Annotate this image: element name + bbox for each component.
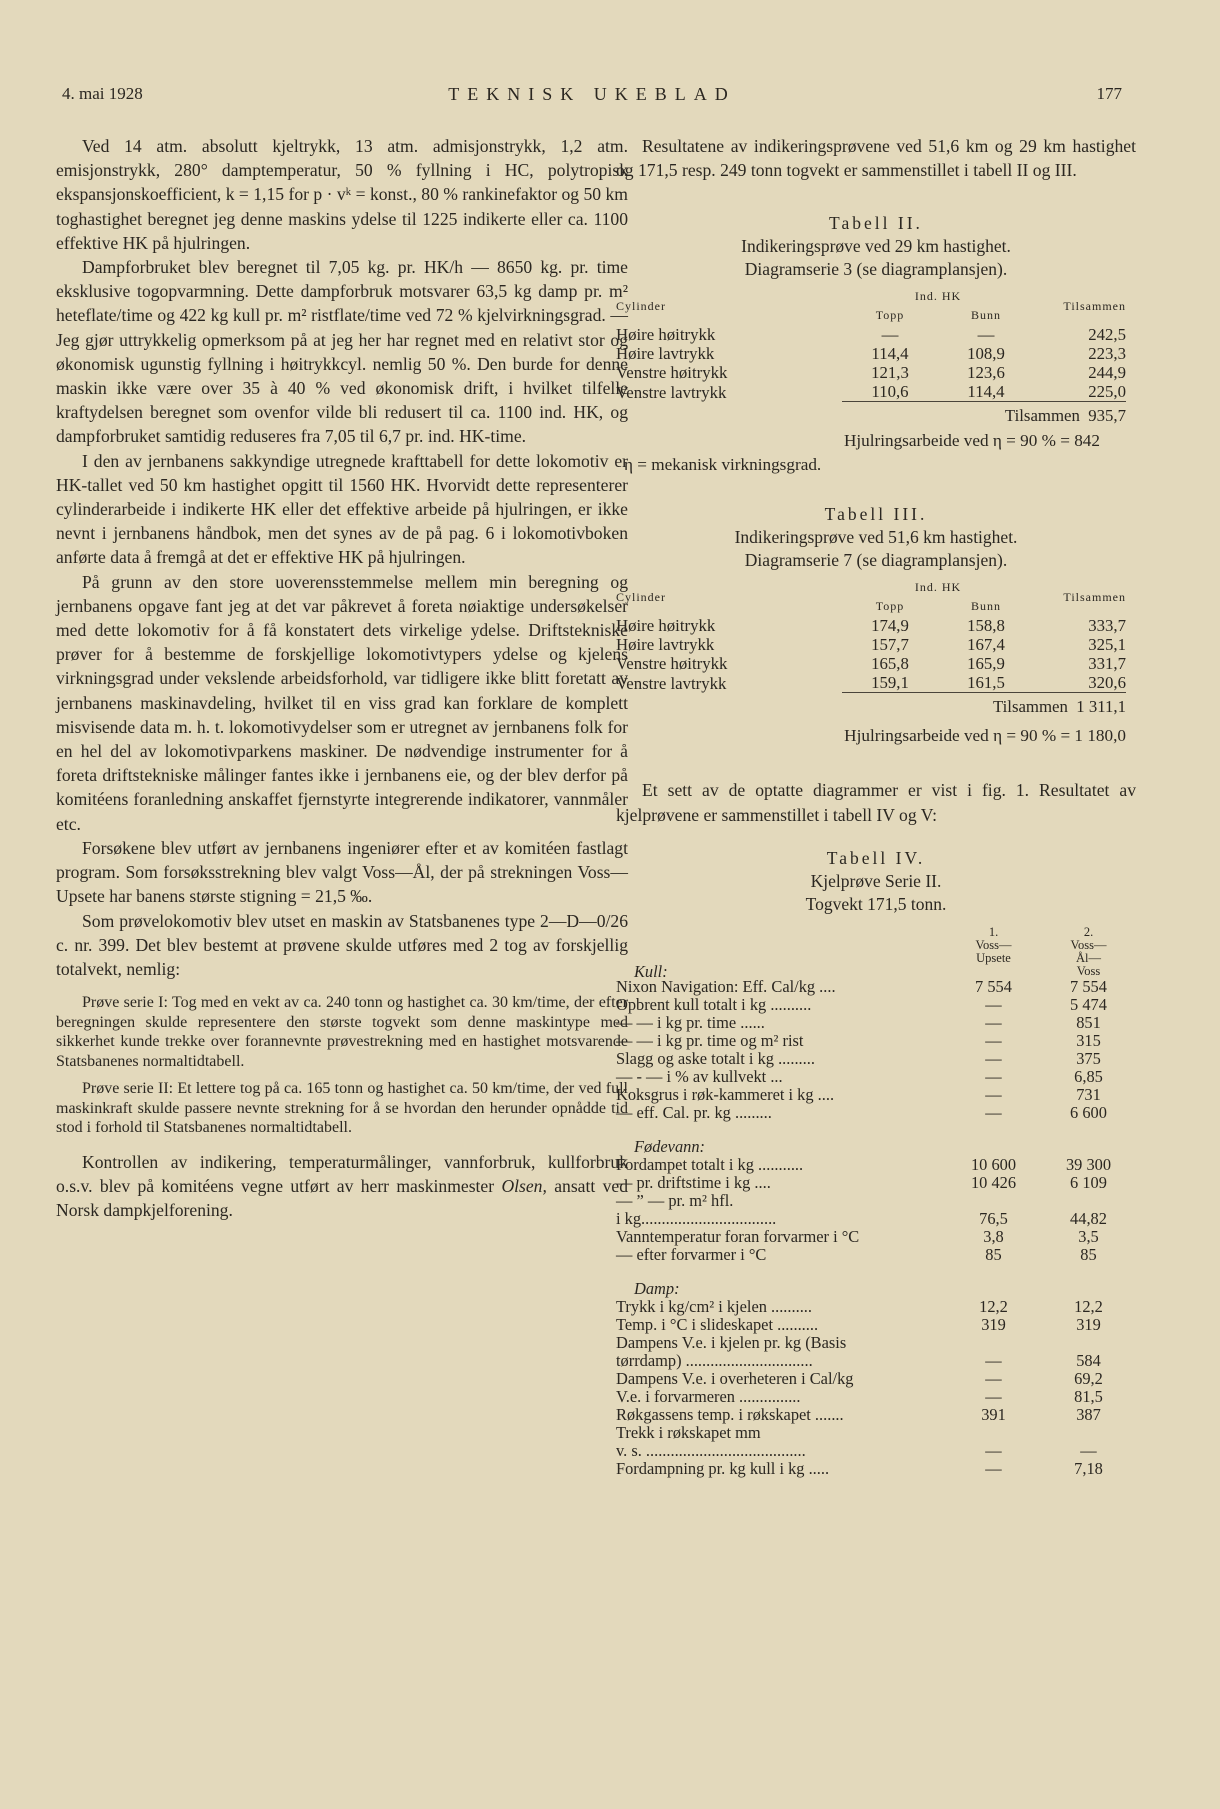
row-value: — bbox=[985, 1440, 1002, 1460]
row-value: 3,8 bbox=[983, 1226, 1004, 1246]
table-row bbox=[616, 1388, 1136, 1406]
row-value: 851 bbox=[1076, 1012, 1101, 1032]
total-value: 1 311,1 bbox=[1076, 697, 1126, 717]
table-row bbox=[616, 1298, 1136, 1316]
table-row: Høire høitrykk — — 242,5 bbox=[616, 325, 1126, 345]
table4-damp-rows bbox=[616, 1298, 1136, 1478]
table-row bbox=[616, 1050, 1136, 1068]
row-label: — — i kg pr. time ...... bbox=[616, 1012, 765, 1032]
row-value: 44,82 bbox=[1070, 1208, 1107, 1228]
table4-fodevann-rows bbox=[616, 1156, 1136, 1264]
col-header: Cylinder bbox=[616, 298, 666, 313]
page-number: 177 bbox=[1096, 84, 1122, 103]
table-row bbox=[616, 1442, 1136, 1460]
row-value: 39 300 bbox=[1065, 1154, 1112, 1174]
row-value: — bbox=[1080, 1440, 1097, 1460]
paragraph: Dampforbruket blev beregnet til 7,05 kg. pr. HK/h — 8650 kg. pr. time eksklusive togopvarmning. Dette dampforbruk motsvarer 63,5 kg damp pr. m² heteflate/time og 422 kg kull pr. m² ristflate/time ved 72 % kjelvirkningsgrad. — Jeg gjør uttrykkelig opmerksom på at jeg her har regnet med en relativt stor og økonomisk ugunstig fyllning i høitrykkcyl. nemlig 50 %. Den burde for denne maskin ikke være over 35 à 40 % ved økonomisk drift, i hvilket tilfelle kraftydelsen beregnet som ovenfor vilde bli redusert til ca. 1100 ind. HK, og dampforbruket samtidig reduseres fra 7,05 til 6,7 pr. ind. HK-time. bbox=[56, 257, 628, 447]
row-value: 85 bbox=[1080, 1244, 1097, 1264]
table-row bbox=[616, 1068, 1136, 1086]
issue-date: 4. mai 1928 bbox=[62, 84, 143, 103]
row-value bbox=[946, 1424, 1041, 1442]
col-header: Cylinder bbox=[616, 589, 666, 604]
table3-hjul: Hjulringsarbeide ved η = 90 % = 1 180,0 bbox=[844, 726, 1126, 746]
row-value: 319 bbox=[981, 1314, 1006, 1334]
section-fodevann: Fødevann: bbox=[634, 1136, 705, 1156]
table-row bbox=[616, 1032, 1136, 1050]
row-value: 319 bbox=[1076, 1314, 1101, 1334]
row-label: — — i kg pr. time og m² rist bbox=[616, 1030, 804, 1050]
publication-title: TEKNISK UKEBLAD bbox=[448, 84, 736, 104]
table-row bbox=[616, 1460, 1136, 1478]
row-label: Temp. i °C i slideskapet .......... bbox=[616, 1314, 819, 1334]
col2-header: Voss— bbox=[1070, 937, 1107, 952]
table-row: Høire lavtrykk 157,7 167,4 325,1 bbox=[616, 635, 1126, 655]
closing-text-b: ansatt ved Norsk dampkjelforening. bbox=[56, 1175, 628, 1221]
row-value: — bbox=[985, 1066, 1002, 1086]
row-value: 81,5 bbox=[1074, 1386, 1103, 1406]
row-label: Opbrent kull totalt i kg .......... bbox=[616, 994, 812, 1014]
person-name: Olsen, bbox=[501, 1175, 547, 1196]
table-row bbox=[616, 1192, 1136, 1210]
total-row bbox=[616, 402, 1126, 426]
table3-subtitle: Diagramserie 7 (se diagramplansjen). bbox=[744, 550, 1008, 571]
row-value: 6 600 bbox=[1070, 1102, 1107, 1122]
table-row bbox=[616, 1156, 1136, 1174]
table3-title: Tabell III. bbox=[824, 504, 928, 525]
table-row bbox=[616, 1014, 1136, 1032]
col2-header: Ål— bbox=[1076, 950, 1101, 965]
row-value bbox=[1041, 1424, 1136, 1442]
col-header: Ind. HK bbox=[914, 289, 962, 304]
page-header bbox=[62, 84, 1122, 114]
row-value bbox=[1041, 1334, 1136, 1352]
col-header: Topp bbox=[875, 599, 905, 614]
table-row: Høire lavtrykk 114,4 108,9 223,3 bbox=[616, 344, 1126, 364]
total-label: Tilsammen bbox=[992, 697, 1068, 717]
table-row bbox=[616, 1316, 1136, 1334]
row-value: 85 bbox=[985, 1244, 1002, 1264]
row-value: 6 109 bbox=[1070, 1172, 1107, 1192]
row-value: — bbox=[985, 1386, 1002, 1406]
row-value: 69,2 bbox=[1074, 1368, 1103, 1388]
table-row bbox=[616, 1228, 1136, 1246]
row-value: 76,5 bbox=[979, 1208, 1008, 1228]
row-value: 7,18 bbox=[1074, 1458, 1103, 1478]
table-row bbox=[616, 978, 1136, 996]
row-value: 731 bbox=[1076, 1084, 1101, 1104]
row-value: 10 426 bbox=[970, 1172, 1017, 1192]
test-series-1: Prøve serie I: Tog med en vekt av ca. 240 tonn og hastighet ca. 30 km/time, der efter beregningen skulde representere den største togvekt som denne maskintype med sikkerhet kunde trekke over forannevnte prøvestrekning med en hastighet motsvarende Statsbanenes normaltidtabell. bbox=[56, 994, 628, 1070]
row-value: — bbox=[985, 1084, 1002, 1104]
row-value: 375 bbox=[1076, 1048, 1101, 1068]
intro-paragraph: Resultatene av indikeringsprøvene ved 51,6 km og 29 km hastighet og 171,5 resp. 249 tonn togvekt er sammenstillet i tabell II og III. bbox=[616, 136, 1136, 181]
row-label: tørrdamp) ............................... bbox=[616, 1350, 813, 1370]
row-label: — ” — pr. m² hfl. bbox=[616, 1190, 734, 1210]
row-value: — bbox=[985, 1102, 1002, 1122]
row-label: i kg................................. bbox=[616, 1208, 777, 1228]
col1-header: Upsete bbox=[976, 950, 1011, 965]
table4-title: Tabell IV. bbox=[826, 847, 926, 868]
total-label: Tilsammen bbox=[1004, 406, 1080, 426]
col2-header: Voss bbox=[1076, 963, 1101, 978]
table3-subtitle: Indikeringsprøve ved 51,6 km hastighet. bbox=[734, 527, 1018, 548]
table4-kull-rows bbox=[616, 978, 1136, 1122]
row-label: — pr. driftstime i kg .... bbox=[616, 1172, 771, 1192]
row-label: Koksgrus i røk-kammeret i kg .... bbox=[616, 1084, 835, 1104]
table2-hjul: Hjulringsarbeide ved η = 90 % = 842 bbox=[843, 431, 1100, 451]
col-header: Bunn bbox=[970, 308, 1001, 323]
table2 bbox=[616, 287, 1126, 425]
row-value: — bbox=[985, 1012, 1002, 1032]
row-value: 5 474 bbox=[1070, 994, 1107, 1014]
row-label: Slagg og aske totalt i kg ......... bbox=[616, 1048, 815, 1068]
table4 bbox=[616, 926, 1136, 1478]
paragraph: Ved 14 atm. absolutt kjeltrykk, 13 atm. admisjonstrykk, 1,2 atm. emisjonstrykk, 280° damptemperatur, 50 % fyllning i HC, polytropisk ekspansjonskoefficient, k = 1,15 for p · vᵏ = konst., 80 % rankinefaktor og 50 km toghastighet beregnet jeg denne maskins ydelse til 1225 indikerte eller ca. 1100 effektive HK på hjulringen. bbox=[56, 136, 628, 253]
table-row bbox=[616, 1104, 1136, 1122]
row-value: 12,2 bbox=[1074, 1296, 1103, 1316]
row-label: Fordampet totalt i kg ........... bbox=[616, 1154, 804, 1174]
row-value: — bbox=[985, 1048, 1002, 1068]
table2-subtitle: Diagramserie 3 (se diagramplansjen). bbox=[744, 259, 1008, 280]
table-row: Venstre lavtrykk 159,1 161,5 320,6 bbox=[616, 673, 1126, 693]
table-row bbox=[616, 1174, 1136, 1192]
test-series-2: Prøve serie II: Et lettere tog på ca. 165 tonn og hastighet ca. 50 km/time, der ved full maskinkraft skulde passere nevnte strekning for å se hvordan den herunder opnådde tid stod i forhold til Statsbanenes normaltidtabell. bbox=[56, 1080, 628, 1137]
row-value: 3,5 bbox=[1078, 1226, 1099, 1246]
paragraph: På grunn av den store uoverensstemmelse mellem min beregning og jernbanens opgave fant jeg at det var påkrevet å foreta nøiaktige undersøkelser med dette lokomotiv for å få konstatert dets virkelige ydelse. Driftstekniske prøver for å bestemme de forskjellige lokomotivtypers ydelse og kjelens virkningsgrad under vekslende arbeidsforhold, var tidligere ikke blitt foretatt av jernbanens maskinavdeling, hvilket til en viss grad kan forklare de komplett misvisende data m. h. t. lokomotivydelser som er utregnet av jernbanens folk for en hel del av lokomotivparkens maskiner. De nødvendige instrumenter for å foreta driftstekniske målinger fantes ikke i jernbanens eie, og der blev derfor på komitéens foranledning anskaffet fjernstyrte integrerende indikatorer, vannmåler etc. bbox=[56, 571, 628, 834]
row-value: — bbox=[985, 1030, 1002, 1050]
row-value: 12,2 bbox=[979, 1296, 1008, 1316]
row-value bbox=[946, 1334, 1041, 1352]
row-value: 7 554 bbox=[1070, 976, 1107, 996]
row-label: — - — i % av kullvekt ... bbox=[616, 1066, 783, 1086]
row-value: 584 bbox=[1076, 1350, 1101, 1370]
row-label: Vanntemperatur foran forvarmer i °C bbox=[616, 1226, 860, 1246]
total-row bbox=[616, 693, 1126, 717]
table-row bbox=[616, 996, 1136, 1014]
paragraph: Forsøkene blev utført av jernbanens ingeniører efter et av komitéen fastlagt program. Som forsøksstrekning blev valgt Voss—Ål, der på strekningen Voss—Upsete har banens største stigning = 21,5 ‰. bbox=[56, 837, 628, 907]
col-header: Ind. HK bbox=[914, 580, 962, 595]
table-row bbox=[616, 1246, 1136, 1264]
row-value bbox=[1041, 1192, 1136, 1210]
row-label: Dampens V.e. i overheteren i Cal/kg bbox=[616, 1368, 854, 1388]
table-row bbox=[616, 1334, 1136, 1352]
row-value: 7 554 bbox=[975, 976, 1012, 996]
table2-eta-note: η = mekanisk virkningsgrad. bbox=[624, 455, 822, 475]
table-row bbox=[616, 1370, 1136, 1388]
col-header: Topp bbox=[875, 308, 905, 323]
closing-paragraph bbox=[56, 1150, 628, 1223]
table4-subtitle: Togvekt 171,5 tonn. bbox=[805, 893, 947, 914]
paragraph: Som prøvelokomotiv blev utset en maskin av Statsbanenes type 2—D—0/26 c. nr. 399. Det blev bestemt at prøvene skulde utføres med 2 tog av forskjellig totalvekt, nemlig: bbox=[56, 910, 628, 979]
row-value: 391 bbox=[981, 1404, 1006, 1424]
row-label: — eff. Cal. pr. kg ......... bbox=[616, 1102, 772, 1122]
table-row bbox=[616, 1210, 1136, 1228]
col-header: Tilsammen bbox=[1063, 298, 1126, 313]
table-row bbox=[616, 1424, 1136, 1442]
row-value: — bbox=[985, 1368, 1002, 1388]
closing-text-a: Kontrollen av indikering, temperaturmålinger, vannforbruk, kullforbruk o.s.v. blev på komitéens vegne utført av herr maskinmester bbox=[56, 1151, 628, 1196]
row-value bbox=[946, 1192, 1041, 1210]
row-label: Dampens V.e. i kjelen pr. kg (Basis bbox=[616, 1332, 847, 1352]
table3 bbox=[616, 578, 1126, 716]
row-label: Nixon Navigation: Eff. Cal/kg .... bbox=[616, 976, 836, 996]
table-row bbox=[616, 1086, 1136, 1104]
row-label: Trekk i røkskapet mm bbox=[616, 1422, 761, 1442]
row-label: V.e. i forvarmeren ............... bbox=[616, 1386, 801, 1406]
col2-number: 2. bbox=[1083, 924, 1094, 939]
mid-paragraph: Et sett av de optatte diagrammer er vist i fig. 1. Resultatet av kjelprøvene er sammenstillet i tabell IV og V: bbox=[616, 780, 1136, 825]
table-row: Venstre høitrykk 165,8 165,9 331,7 bbox=[616, 654, 1126, 674]
row-value: 315 bbox=[1076, 1030, 1101, 1050]
table2-subtitle: Indikeringsprøve ved 29 km hastighet. bbox=[741, 236, 1011, 257]
col1-number: 1. bbox=[988, 924, 999, 939]
row-label: — efter forvarmer i °C bbox=[616, 1244, 767, 1264]
row-value: — bbox=[985, 1350, 1002, 1370]
table-row: Venstre høitrykk 121,3 123,6 244,9 bbox=[616, 363, 1126, 383]
row-label: Fordampning pr. kg kull i kg ..... bbox=[616, 1458, 830, 1478]
row-label: Røkgassens temp. i røkskapet ....... bbox=[616, 1404, 844, 1424]
row-value: 10 600 bbox=[970, 1154, 1017, 1174]
col-header: Tilsammen bbox=[1063, 589, 1126, 604]
total-value: 935,7 bbox=[1088, 406, 1126, 426]
row-value: — bbox=[985, 1458, 1002, 1478]
row-value: — bbox=[985, 994, 1002, 1014]
table-row bbox=[616, 1406, 1136, 1424]
row-value: 387 bbox=[1076, 1404, 1101, 1424]
paragraph: I den av jernbanens sakkyndige utregnede krafttabell for dette lokomotiv er HK-tallet ved 50 km hastighet opgitt til 1560 HK. Hvorvidt dette representerer cylinderarbeide i indikerte HK eller det effektive arbeide på hjulringen, er ikke nevnt i jernbanens håndbok, men det synes av de på pag. 6 i lokomotivboken anførte data å fremgå at det er effektive HK på hjulringen. bbox=[56, 450, 628, 568]
section-damp: Damp: bbox=[634, 1278, 680, 1298]
row-label: v. s. ....................................... bbox=[616, 1440, 806, 1460]
row-label: Trykk i kg/cm² i kjelen .......... bbox=[616, 1296, 812, 1316]
col-header: Bunn bbox=[970, 599, 1001, 614]
table2-title: Tabell II. bbox=[829, 213, 923, 234]
col1-header: Voss— bbox=[975, 937, 1012, 952]
right-column bbox=[616, 134, 1136, 1478]
table-row: Venstre lavtrykk 110,6 114,4 225,0 bbox=[616, 382, 1126, 402]
section-kull: Kull: bbox=[634, 961, 668, 981]
table-row bbox=[616, 1352, 1136, 1370]
table4-subtitle: Kjelprøve Serie II. bbox=[810, 870, 942, 891]
row-value: 6,85 bbox=[1074, 1066, 1103, 1086]
table-row: Høire høitrykk 174,9 158,8 333,7 bbox=[616, 616, 1126, 636]
left-column bbox=[56, 134, 628, 1222]
